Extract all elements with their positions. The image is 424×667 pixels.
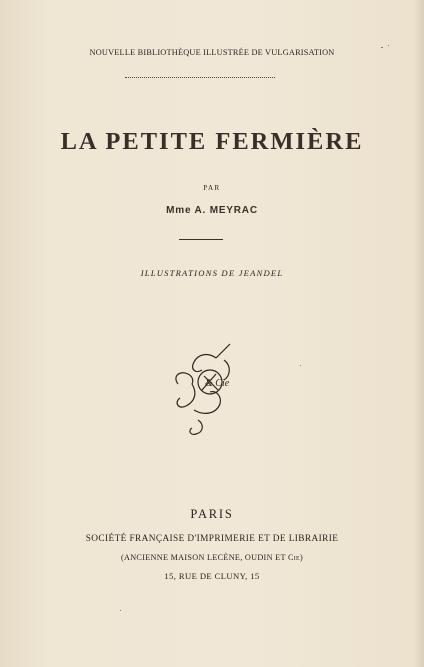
publisher-emblem-icon <box>164 340 242 438</box>
imprint-former-house: (ANCIENNE MAISON LECÈNE, OUDIN ET Cie) <box>120 553 303 562</box>
series-title: NOUVELLE BIBLIOTHÈQUE ILLUSTRÉE DE VULGARISATION <box>89 48 335 57</box>
imprint-address: 15, RUE DE CLUNY, 15 <box>164 571 260 581</box>
author-divider <box>179 239 223 240</box>
emblem-monogram: & Cie <box>205 378 230 389</box>
book-title: LA PETITE FERMIÈRE <box>60 128 364 155</box>
illustrator-credit: ILLUSTRATIONS DE JEANDEL <box>140 268 284 278</box>
imprint-publisher: SOCIÉTÉ FRANÇAISE D'IMPRIMERIE ET DE LIBRAIRIE <box>85 534 339 544</box>
author-name: Mme A. MEYRAC <box>166 205 258 216</box>
page-gutter-shadow <box>414 0 424 667</box>
series-divider <box>125 77 275 78</box>
by-label: PAR <box>203 184 221 192</box>
imprint-city: PARIS <box>190 507 234 521</box>
